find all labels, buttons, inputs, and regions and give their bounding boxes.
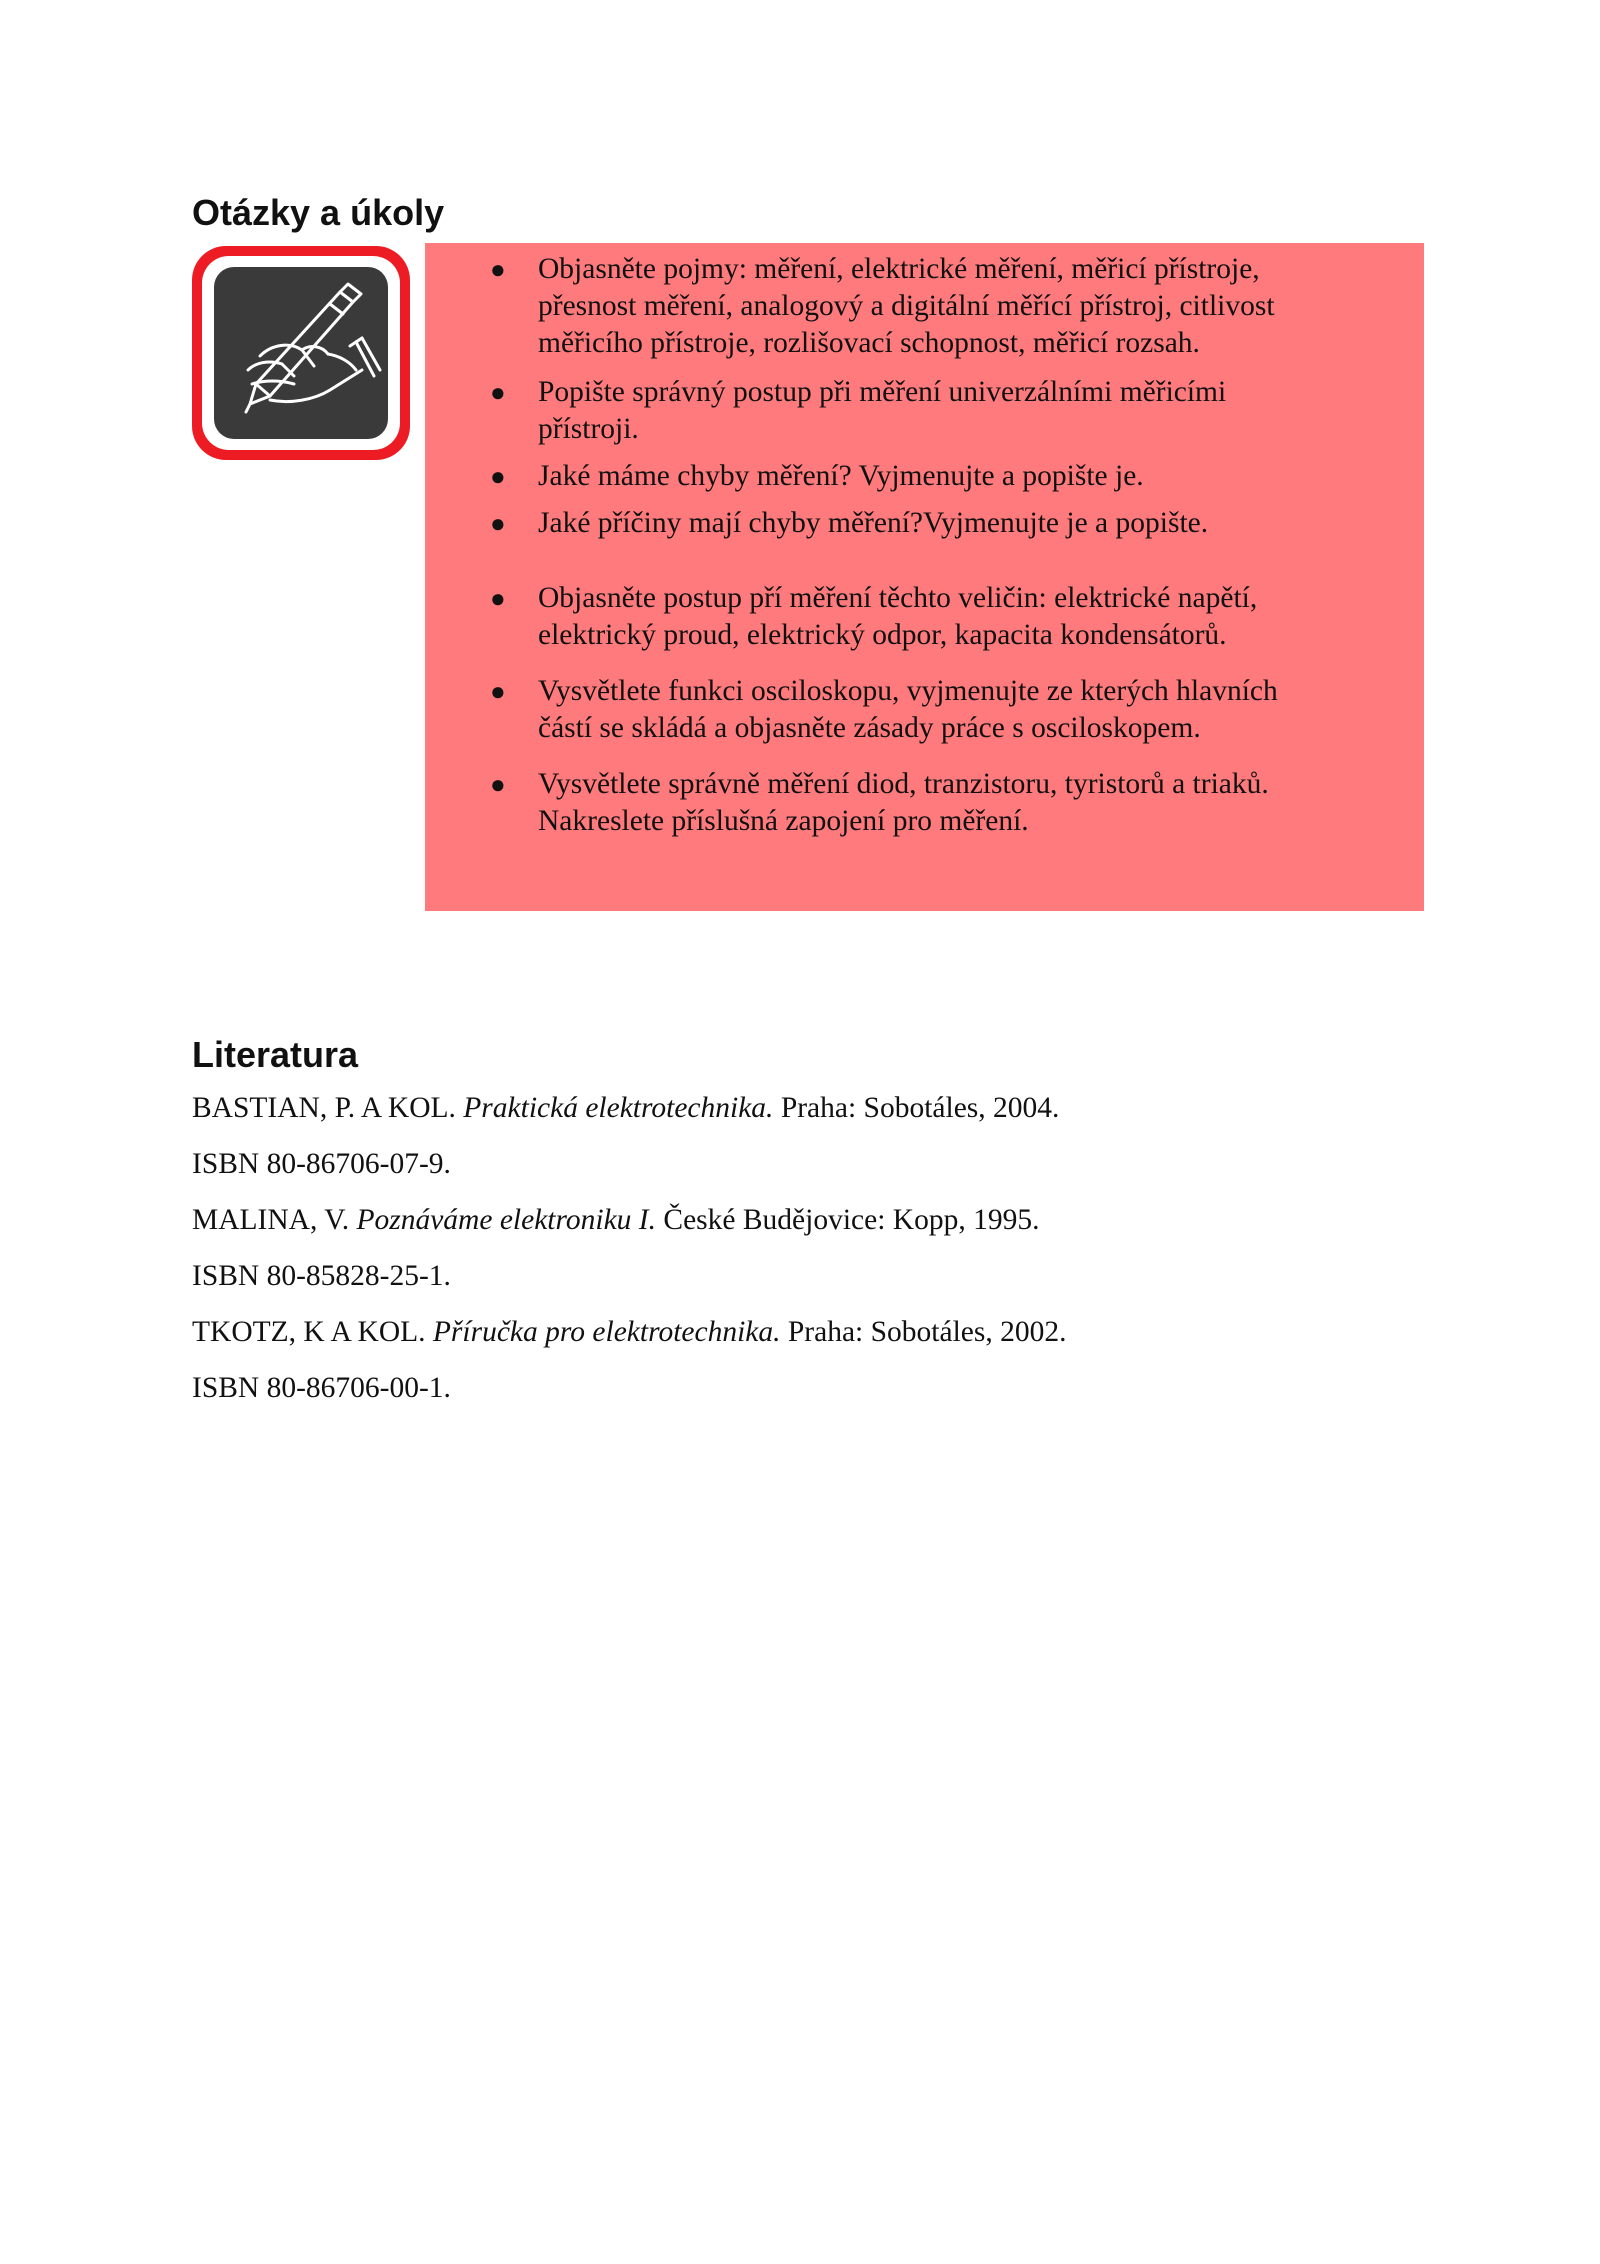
bullet-icon: ●	[490, 509, 506, 538]
task-line: částí se skládá a objasněte zásady práce s osciloskopem.	[538, 712, 1201, 744]
bullet-icon: ●	[490, 378, 506, 407]
task-line: Objasněte pojmy: měření, elektrické měření, měřicí přístroje,	[538, 253, 1260, 285]
task-line: Vysvětlete funkci osciloskopu, vyjmenujte ze kterých hlavních	[538, 675, 1278, 707]
reference-publisher: Praha: Sobotáles, 2002.	[787, 1316, 1067, 1348]
bullet-icon: ●	[490, 770, 506, 799]
reference-authors: MALINA, V.	[192, 1204, 350, 1236]
literature-heading: Literatura	[192, 1034, 359, 1075]
task-line: přesnost měření, analogový a digitální měřící přístroj, citlivost	[538, 290, 1275, 322]
reference-isbn: ISBN 80-86706-00-1.	[192, 1372, 451, 1404]
bullet-icon: ●	[490, 584, 506, 613]
task-line: Vysvětlete správně měření diod, tranzistoru, tyristorů a triaků.	[538, 768, 1269, 800]
questions-heading: Otázky a úkoly	[192, 192, 445, 233]
task-line: Objasněte postup pří měření těchto veličin: elektrické napětí,	[538, 582, 1258, 614]
task-line: přístroji.	[538, 413, 639, 445]
reference-entry	[192, 1314, 1066, 1350]
reference-entry	[192, 1090, 1059, 1126]
bullet-icon: ●	[490, 677, 506, 706]
task-line: Jaké máme chyby měření? Vyjmenujte a popište je.	[538, 460, 1144, 492]
reference-authors: BASTIAN, P. A KOL.	[192, 1092, 456, 1124]
reference-authors: TKOTZ, K A KOL.	[192, 1316, 426, 1348]
reference-entry	[192, 1202, 1039, 1238]
bullet-icon: ●	[490, 462, 506, 491]
task-line: Popište správný postup při měření univerzálními měřicími	[538, 376, 1227, 408]
reference-title: Poznáváme elektroniku I.	[356, 1204, 657, 1236]
reference-publisher: České Budějovice: Kopp, 1995.	[663, 1204, 1040, 1236]
hand-writing-pen-icon	[190, 244, 412, 462]
reference-title: Praktická elektrotechnika.	[463, 1092, 774, 1124]
task-line: Nakreslete příslušná zapojení pro měření.	[538, 805, 1029, 837]
reference-isbn: ISBN 80-85828-25-1.	[192, 1260, 451, 1292]
tasks-box	[425, 243, 1424, 911]
reference-isbn: ISBN 80-86706-07-9.	[192, 1148, 451, 1180]
reference-publisher: Praha: Sobotáles, 2004.	[780, 1092, 1060, 1124]
reference-title: Příručka pro elektrotechnika.	[432, 1316, 781, 1348]
task-line: měřicího přístroje, rozlišovací schopnost, měřicí rozsah.	[538, 327, 1200, 359]
task-line: Jaké příčiny mají chyby měření?Vyjmenujte je a popište.	[538, 507, 1209, 539]
bullet-icon: ●	[490, 255, 506, 284]
task-line: elektrický proud, elektrický odpor, kapacita kondensátorů.	[538, 619, 1227, 651]
